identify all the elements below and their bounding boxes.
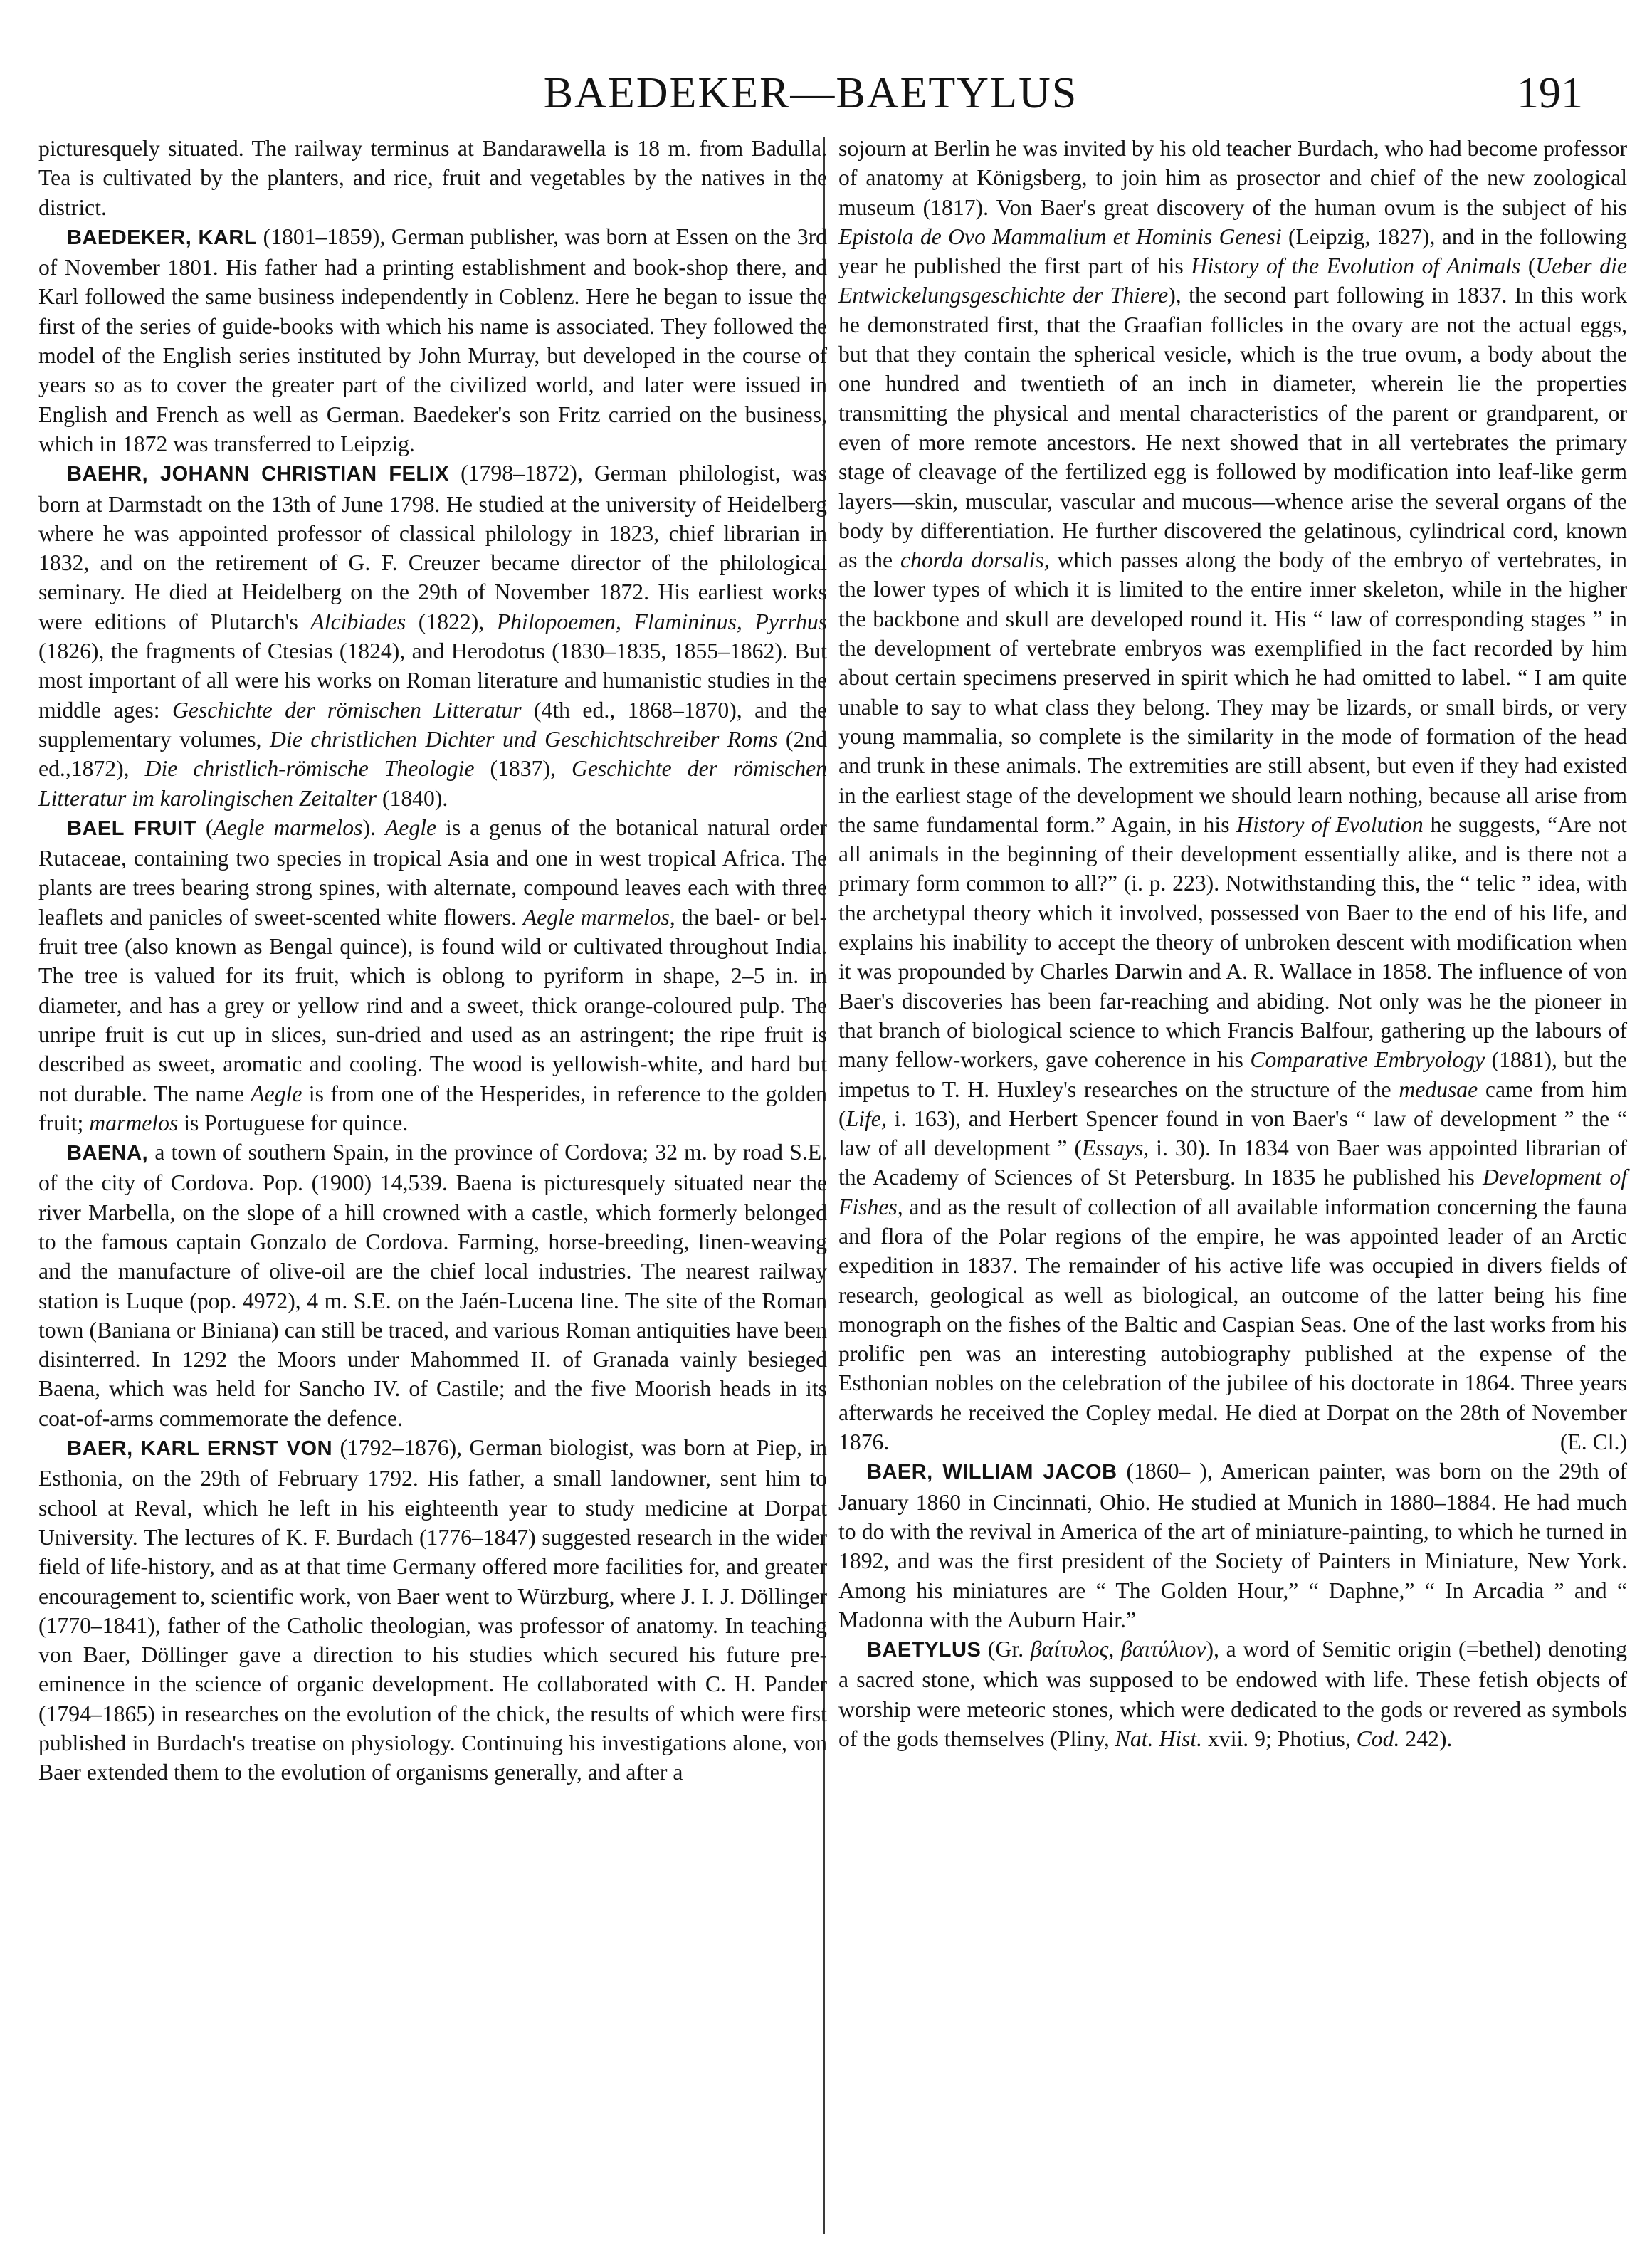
entry-baer-karl-ernst: BAER, KARL ERNST VON (1792–1876), German biologist, was born at Piep, in Esthonia, on the 29th of February 1792. His father, a small landowner, sent him to school at Reval, which he left in his eighteenth year to study medicine at Dorpat University. The lectures of K. F. Burdach (1776–1847) suggested research in the wider field of life-history, and as at that time Germany offered more facilities for, and greater encouragement to, scientific work, von Baer went to Würzburg, where J. I. J. Döllinger (1770–1841), father of the Catholic theologian, was professor of anatomy. In teaching von Baer, Döllinger gave a direction to his studies which secured his future pre-eminence in the science of organic development. He collaborated with C. H. Pander (1794–1865) in researches on the evolution of the chick, the results of which were first published in Burdach's treatise on physiology. Continuing his investigations alone, von Baer extended them to the evolution of organisms generally, and after a	[38, 1435, 827, 1785]
page-title: BAEDEKER—BAETYLUS	[543, 69, 1078, 117]
entry-baer-william-jacob: BAER, WILLIAM JACOB (1860– ), American painter, was born on the 29th of January 1860 in Cincinnati, Ohio. He studied at Munich in 1880–1884. He had much to do with the revival in America of the art of miniature-painting, to which he turned in 1892, and was the first president of the Society of Painters in Miniature, New York. Among his miniatures are “ The Golden Hour,” “ Daphne,” “ In Arcadia ” and “ Madonna with the Auburn Hair.”	[838, 1459, 1627, 1632]
left-column	[38, 134, 827, 1787]
headword: BAEL FRUIT	[67, 817, 196, 840]
headword: BAENA,	[67, 1142, 149, 1165]
entry-baena: BAENA, a town of southern Spain, in the province of Cordova; 32 m. by road S.E. of the city of Cordova. Pop. (1900) 14,539. Baena is picturesquely situated near the river Marbella, on the slope of a hill crowned with a castle, which formerly belonged to the famous captain Gonzalo de Cordova. Farming, horse-breeding, linen-weaving and the manufacture of olive-oil are the chief local industries. The nearest railway station is Luque (pop. 4972), 4 m. S.E. on the Jaén-Lucena line. The site of the Roman town (Baniana or Biniana) can still be traced, and various Roman antiquities have been disinterred. In 1292 the Moors under Mahommed II. of Granada vainly besieged Baena, which was held for Sancho IV. of Castile; and the five Moorish heads in its coat-of-arms commemorate the defence.	[38, 1140, 827, 1431]
right-column	[838, 134, 1627, 1753]
entry-bael-fruit: BAEL FRUIT (Aegle marmelos). Aegle is a genus of the botanical natural order Rutaceae, containing two species in tropical Asia and one in west tropical Africa. The plants are trees bearing strong spines, with alternate, compound leaves each with three leaflets and panicles of sweet-scented white flowers. Aegle marmelos, the bael- or bel-fruit tree (also known as Bengal quince), is found wild or cultivated throughout India. The tree is valued for its fruit, which is oblong to pyriform in shape, 2–5 in. in diameter, and has a grey or yellow rind and a sweet, thick orange-coloured pulp. The unripe fruit is cut up in slices, sun-dried and used as an astringent; the ripe fruit is described as sweet, aromatic and cooling. The wood is yellowish-white, and hard but not durable. The name Aegle is from one of the Hesperides, in reference to the golden fruit; marmelos is Portuguese for quince.	[38, 814, 827, 1135]
headword: BAETYLUS	[867, 1639, 982, 1662]
headword: BAEHR, JOHANN CHRISTIAN FELIX	[67, 463, 449, 486]
headword: BAEDEKER, KARL	[67, 226, 258, 249]
entry-baedeker-karl: BAEDEKER, KARL (1801–1859), German publisher, was born at Essen on the 3rd of November 1801. His father had a printing establishment and book-shop there, and Karl followed the same business independently in Coblenz. Here he began to issue the first of the series of guide-books with which his name is associated. They followed the model of the English series instituted by John Murray, but developed in the course of years so as to cover the greater part of the civilized world, and later were issued in English and French as well as German. Baedeker's son Fritz carried on the business, which in 1872 was transferred to Leipzig.	[38, 224, 828, 456]
entry-baehr: BAEHR, JOHANN CHRISTIAN FELIX (1798–1872), German philologist, was born at Darmstadt on the 13th of June 1798. He studied at the university of Heidelberg where he was appointed professor of classical philology in 1823, chief librarian in 1832, and on the retirement of G. F. Creuzer became director of the philological seminary. He died at Heidelberg on the 29th of November 1872. His earliest works were editions of Plutarch's Alcibiades (1822), Philopoemen, Flamininus, Pyrrhus (1826), the fragments of Ctesias (1824), and Herodotus (1830–1835, 1855–1862). But most important of all were his works on Roman literature and humanistic studies in the middle ages: Geschichte der römischen Litteratur (4th ed., 1868–1870), and the supplementary volumes, Die christlichen Dichter und Geschichtschreiber Roms (2nd ed.,1872), Die christlich-römische Theologie (1837), Geschichte der römischen Litteratur im karolingischen Zeitalter (1840).	[38, 461, 827, 811]
author-signature: (E. Cl.)	[1559, 1429, 1627, 1455]
paragraph-bandarawella-continued: picturesquely situated. The railway terminus at Bandarawella is 18 m. from Badulla. Tea is cultivated by the planters, and rice, fruit and vegetables by the natives in the district.	[38, 136, 827, 220]
entry-baer-karl-ernst-continued: sojourn at Berlin he was invited by his old teacher Burdach, who had become professor of anatomy at Königsberg, to join him as prosector and chief of the new zoological museum (1817). Von Baer's great discovery of the human ovum is the subject of his Epistola de Ovo Mammalium et Hominis Genesi (Leipzig, 1827), and in the following year he published the first part of his History of the Evolution of Animals (Ueber die Entwickelungsgeschichte der Thiere), the second part following in 1837. In this work he demonstrated first, that the Graafian follicles in the ovary are not the actual eggs, but that they contain the spherical vesicle, which is the true ovum, a body about the one hundred and twentieth of an inch in diameter, wherein lie the properties transmitting the physical and mental characteristics of the parent or grandparent, or even of more remote ancestors. He next showed that in all vertebrates the primary stage of cleavage of the fertilized egg is followed by modification into leaf-like germ layers—skin, muscular, vascular and mucous—whence arise the several organs of the body by differentiation. He further discovered the gelatinous, cylindrical cord, known as the chorda dorsalis, which passes along the body of the embryo of vertebrates, in the lower types of which it is limited to the entire inner skeleton, while in the higher the backbone and skull are developed round it. His “ law of corresponding stages ” in the development of vertebrate embryos was exemplified in the fact recorded by him about certain specimens preserved in spirit which he had omitted to label. “ I am quite unable to say to what class they belong. They may be lizards, or small birds, or very young mammalia, so complete is the similarity in the mode of formation of the head and trunk in these animals. The extremities are still absent, but even if they had existed in the earliest stage of the development we should learn nothing, because all arise from the same fundamental form.” Again, in his History of Evolution he suggests, “Are not all animals in the beginning of their development essentially alike, and is there not a primary form common to all?” (i. p. 223). Notwithstanding this, the “ telic ” idea, with the archetypal theory which it involved, possessed von Baer to the end of his life, and explains his inability to accept the theory of unbroken descent with modification when it was propounded by Charles Darwin and A. R. Wallace in 1858. The influence of von Baer's discoveries has been far-reaching and abiding. Not only was he the pioneer in that branch of biological science to which Francis Balfour, gathering up the labours of many fellow-workers, gave coherence in his Comparative Embryology (1881), but the impetus to T. H. Huxley's researches on the structure of the medusae came from him (Life, i. 163), and Herbert Spencer found in von Baer's “ law of development ” the “ law of all development ” (Essays, i. 30). In 1834 von Baer was appointed librarian of the Academy of Sciences of St Petersburg. In 1835 he published his Development of Fishes, and as the result of collection of all available information concerning the fauna and flora of the Polar regions of the empire, he was appointed leader of an Arctic expedition in 1837. The remainder of his active life was occupied in divers fields of research, geological as well as biological, an outcome of the latter being his fine monograph on the fishes of the Baltic and Caspian Seas. One of the last works from his prolific pen was an interesting autobiography published at the expense of the Esthonian nobles on the celebration of the jubilee of his doctorate in 1864. Three years afterwards he received the Copley medal. He died at Dorpat on the 28th of November 1876. (E. Cl.)	[838, 134, 1627, 1456]
entry-baetylus: BAETYLUS (Gr. βαίτυλος, βαιτύλιον), a word of Semitic origin (=bethel) denoting a sacred stone, which was supposed to be endowed with life. These fetish objects of worship were meteoric stones, which were dedicated to the gods or revered as symbols of the gods themselves (Pliny, Nat. Hist. xvii. 9; Photius, Cod. 242).	[838, 1637, 1627, 1752]
headword: BAER, KARL ERNST VON	[67, 1437, 333, 1461]
page-number: 191	[1517, 69, 1583, 117]
running-header	[38, 61, 1583, 125]
headword: BAER, WILLIAM JACOB	[867, 1461, 1117, 1484]
